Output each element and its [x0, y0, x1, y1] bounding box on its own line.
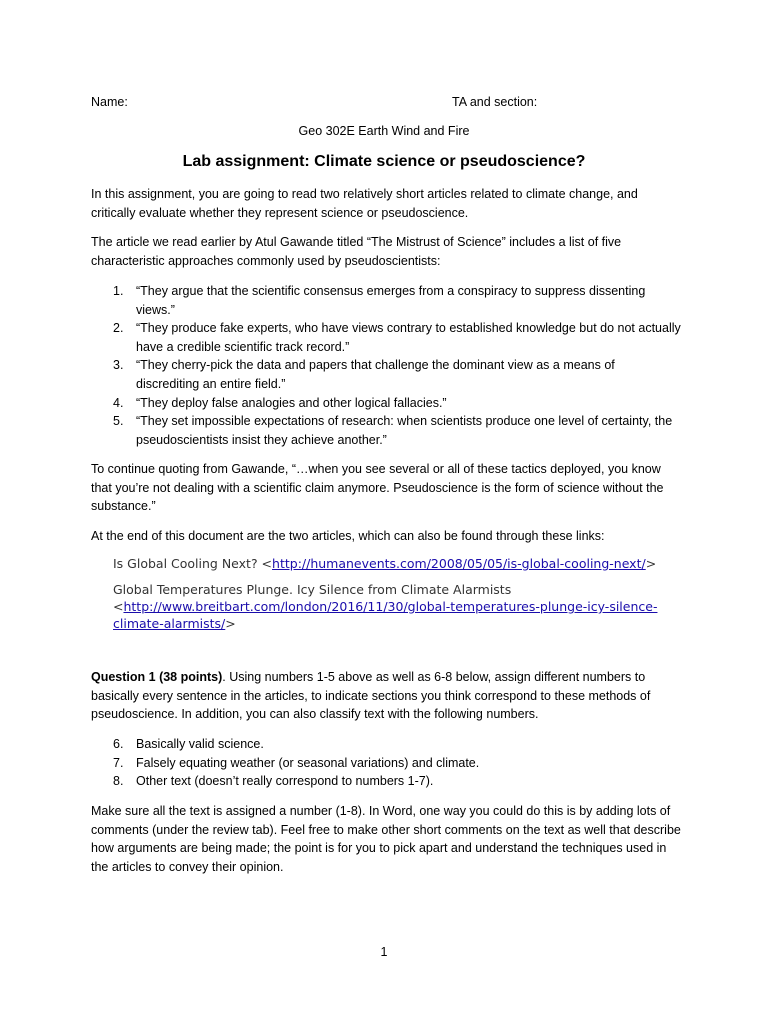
list-number: 6.	[113, 737, 124, 751]
list-item	[91, 356, 681, 393]
article-link-2[interactable]: http://www.breitbart.com/london/2016/11/30/global-temperatures-plunge-icy-silence-climate-alarmists/	[113, 599, 658, 631]
link-bracket: >	[645, 556, 657, 571]
list-text: “They cherry-pick the data and papers that challenge the dominant view as a means of discrediting an entire field.”	[136, 358, 615, 391]
gawande-intro-paragraph: The article we read earlier by Atul Gawande titled “The Mistrust of Science” includes a list of five characteristic approaches commonly used by pseudoscientists:	[91, 235, 622, 268]
list-number: 1.	[113, 284, 124, 298]
list-text: Falsely equating weather (or seasonal variations) and climate.	[136, 755, 480, 770]
article-reference-1	[113, 555, 683, 572]
list-item	[91, 735, 681, 754]
list-item	[91, 282, 681, 319]
list-item	[91, 754, 681, 773]
ta-section-label: TA and section:	[452, 95, 538, 109]
list-number: 8.	[113, 774, 124, 789]
articles-intro-paragraph: At the end of this document are the two articles, which can also be found through these links:	[91, 529, 605, 543]
list-number: 4.	[113, 395, 124, 410]
gawande-quote-paragraph: To continue quoting from Gawande, “…when you see several or all of these tactics deployed, you know that you’re not dealing with a scientific claim anymore. Pseudoscience is the form of science without the substance.”	[91, 462, 664, 514]
list-text: “They deploy false analogies and other logical fallacies.”	[136, 395, 447, 410]
intro-paragraph: In this assignment, you are going to read two relatively short articles related to climate change, and critically evaluate whether they represent science or pseudoscience.	[91, 187, 638, 220]
list-number: 2.	[113, 321, 124, 336]
question-1-text: . Using numbers 1-5 above as well as 6-8 below, assign different numbers to basically every sentence in the articles, to indicate sections you think correspond to these methods of pseudoscience. In addition, you can also classify text with the following numbers.	[91, 670, 651, 722]
list-text: “They argue that the scientific consensus emerges from a conspiracy to suppress dissenting views.”	[136, 284, 646, 317]
list-text: Basically valid science.	[136, 737, 264, 751]
pseudoscience-list	[91, 282, 681, 449]
list-item	[91, 772, 681, 791]
assignment-title: Lab assignment: Climate science or pseudoscience?	[182, 153, 586, 170]
course-title: Geo 302E Earth Wind and Fire	[298, 124, 470, 138]
list-item	[91, 394, 681, 413]
page-number: 1	[380, 945, 388, 959]
name-label: Name:	[91, 95, 128, 109]
article-reference-2	[113, 581, 683, 632]
list-item	[91, 412, 681, 449]
list-text: “They set impossible expectations of research: when scientists produce one level of certainty, the pseudoscientists insist they achieve another.”	[136, 414, 673, 447]
link-bracket: >	[225, 616, 236, 631]
article-title: Is Global Cooling Next? <	[113, 556, 273, 571]
classification-list	[91, 735, 681, 791]
list-number: 7.	[113, 755, 124, 770]
question-1-paragraph	[91, 668, 681, 724]
list-number: 5.	[113, 414, 124, 429]
article-title: Global Temperatures Plunge. Icy Silence from Climate Alarmists <	[113, 582, 512, 614]
instructions-paragraph: Make sure all the text is assigned a number (1-8). In Word, one way you could do this is by adding lots of comments (under the review tab). Feel free to make other short comments on the text as well that describe how arguments are being made; the point is for you to pick apart and understand the techniques used in the articles to convey their opinion.	[91, 804, 681, 874]
list-text: “They produce fake experts, who have views contrary to established knowledge but do not actually have a credible scientific track record.”	[136, 321, 681, 354]
list-text: Other text (doesn’t really correspond to numbers 1-7).	[136, 774, 434, 789]
list-number: 3.	[113, 358, 124, 373]
list-item	[91, 319, 681, 356]
article-link-1[interactable]: http://humanevents.com/2008/05/05/is-global-cooling-next/	[272, 556, 646, 571]
question-1-heading: Question 1 (38 points)	[91, 670, 223, 684]
